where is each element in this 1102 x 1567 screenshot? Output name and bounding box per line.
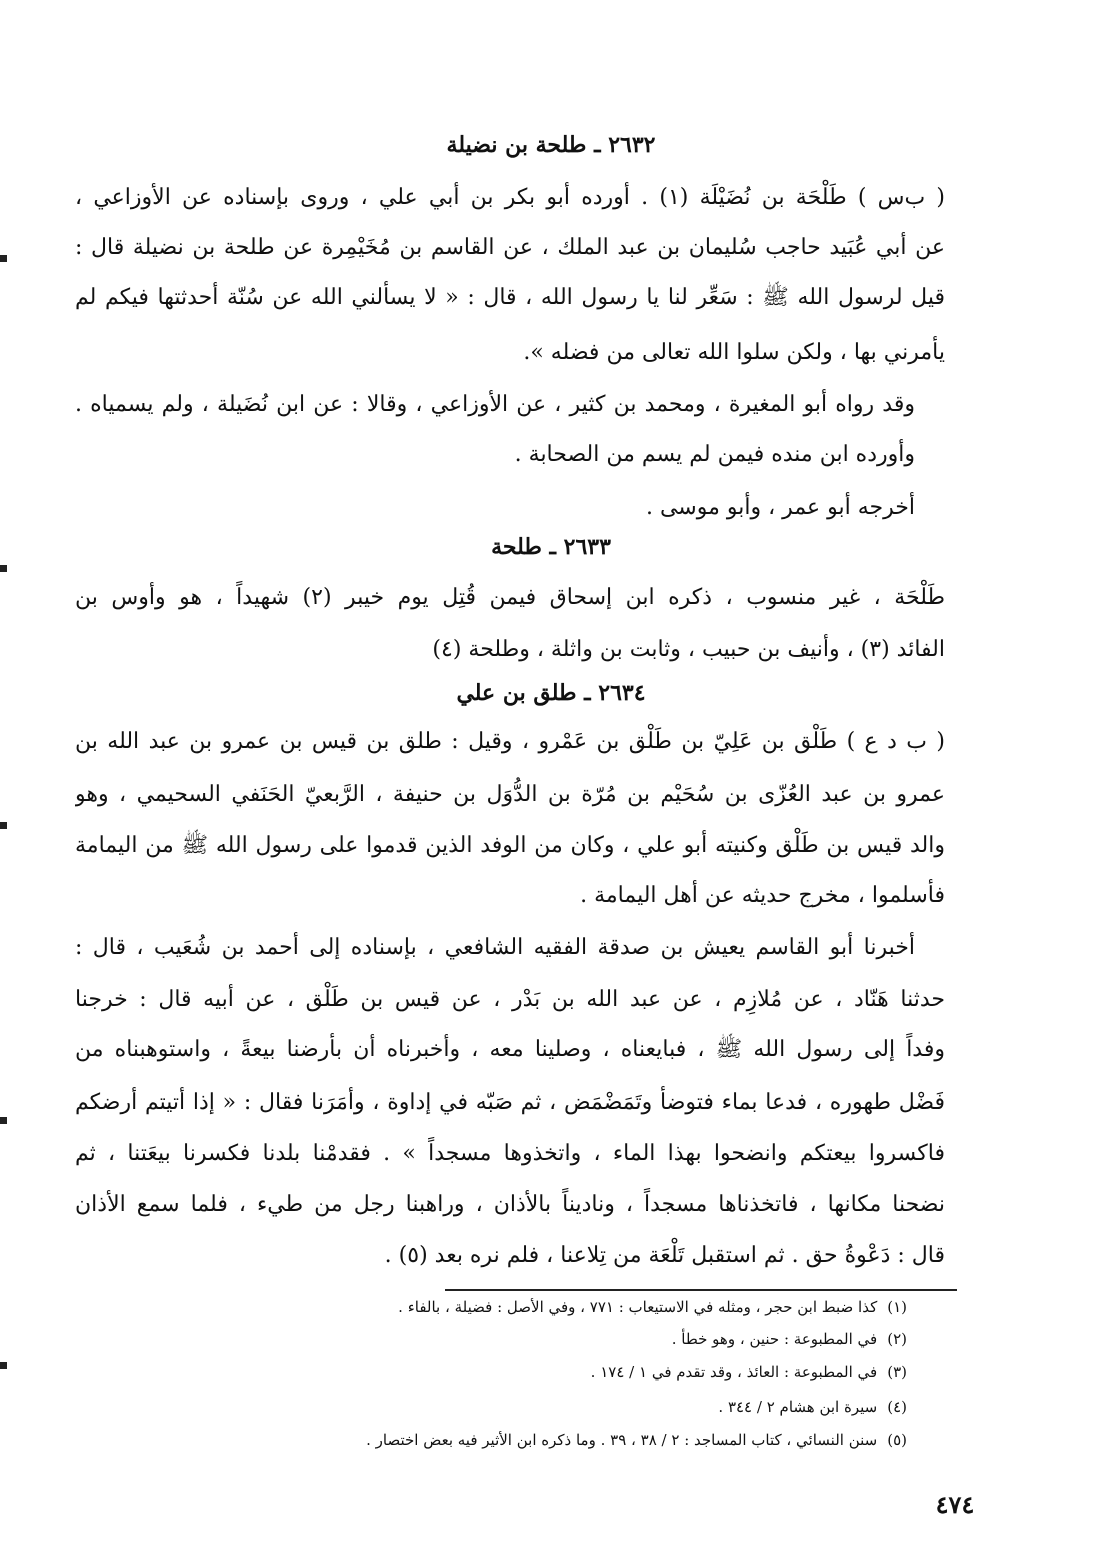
text-line: أخرجه أبو عمر ، وأبو موسى . [645,495,915,520]
footnote-rule [445,1289,957,1291]
text-line: عن أبي عُبَيد حاجب سُليمان بن عبد الملك ، عن القاسم بن مُخَيْمِرة عن طلحة بن نضيلة قال : [75,235,945,260]
footnote-number: (٢) [887,1330,907,1348]
scan-mark [0,1362,7,1369]
footnote-number: (٣) [887,1363,907,1381]
scan-mark [0,255,7,262]
entry-heading: ٢٦٣٢ ـ طلحة بن نضيلة [446,132,656,158]
footnote-text: كذا ضبط ابن حجر ، ومثله في الاستيعاب : ٧٧١ ، وفي الأصل : فضيلة ، بالفاء . [398,1298,878,1316]
text-line: يأمرني بها ، ولكن سلوا الله تعالى من فضله ». [523,340,945,365]
text-line: وقد رواه أبو المغيرة ، ومحمد بن كثير ، عن الأوزاعي ، وقالا : عن ابن نُضَيلة ، ولم يسمياه . [75,392,915,417]
text-line: والد قيس بن طَلْق وكنيته أبو علي ، وكان من الوفد الذين قدموا على رسول الله ﷺ من اليمامة [75,833,945,858]
scan-mark [0,1117,7,1124]
text-line: فأسلموا ، مخرج حديثه عن أهل اليمامة . [580,883,945,908]
entry-heading: ٢٦٣٣ ـ طلحة [491,534,611,560]
footnote-text: سيرة ابن هشام ٢ / ٣٤٤ . [718,1398,878,1416]
footnote-text: سنن النسائي ، كتاب المساجد : ٢ / ٣٨ ، ٣٩ . وما ذكره ابن الأثير فيه بعض اختصار . [366,1431,878,1449]
footnote [672,1327,907,1351]
text-line: فاكسروا بيعتكم وانضحوا بهذا الماء ، واتخذوها مسجداً » . فقدمْنا بلدنا فكسرنا بيعَتنا ، ثم [75,1141,945,1166]
text-line: فَضْل طهوره ، فدعا بماء فتوضأ وتَمَضْمَض ، ثم صَبّه في إداوة ، وأمَرَنا فقال : « إذا أتيتم أرضكم [75,1090,945,1115]
scan-mark [0,822,7,829]
text-line: أخبرنا أبو القاسم يعيش بن صدقة الفقيه الشافعي ، بإسناده إلى أحمد بن شُعَيب ، قال : [75,935,915,960]
text-line: ( ب‌س ) طَلْحَة بن نُضَيْلَة (١) . أورده أبو بكر بن أبي علي ، وروى بإسناده عن الأوزاعي ، [75,185,945,210]
page-number: ٤٧٤ [935,1490,975,1519]
text-line: قال : دَعْوةُ حق . ثم استقبل تَلْعَة من تِلاعنا ، فلم نره بعد (٥) . [384,1243,945,1268]
text-line: حدثنا هَنّاد ، عن مُلازِم ، عن عبد الله بن بَدْر ، عن قيس بن طَلْق ، عن أبيه قال : خرجنا [75,987,945,1012]
footnote [718,1395,907,1419]
scan-mark [0,565,7,572]
text-line: طَلْحَة ، غير منسوب ، ذكره ابن إسحاق فيمن قُتِل يوم خيبر (٢) شهيداً ، هو وأوس بن [75,585,945,610]
footnote-text: في المطبوعة : العائذ ، وقد تقدم في ١ / ١٧٤ . [590,1363,878,1381]
footnote-number: (٥) [887,1431,907,1449]
text-line: الفائد (٣) ، وأنيف بن حبيب ، وثابت بن واثلة ، وطلحة (٤) [432,637,945,662]
footnote-text: في المطبوعة : حنين ، وهو خطأ . [671,1330,878,1348]
entry-heading: ٢٦٣٤ ـ طلق بن علي [456,680,646,706]
text-line: نضحنا مكانها ، فاتخذناها مسجداً ، وناديناً بالأذان ، وراهبنا رجل من طيء ، فلما سمع الأذان [75,1192,945,1217]
text-line: وأورده ابن منده فيمن لم يسم من الصحابة . [514,442,915,467]
footnote [591,1360,907,1384]
text-line: قيل لرسول الله ﷺ : سَعِّر لنا يا رسول الله ، قال : « لا يسألني الله عن سُنّة أحدثتها فيكم لم [75,285,945,310]
text-line: وفداً إلى رسول الله ﷺ ، فبايعناه ، وصلينا معه ، وأخبرناه أن بأرضنا بيعةً ، واستوهبناه من [75,1037,945,1062]
footnote-number: (١) [887,1298,907,1316]
text-line: عمرو بن عبد العُزّى بن سُحَيْم بن مُرّة بن الدُّوَل بن حنيفة ، الرَّبعيّ الحَنَفي السحيمي ، وهو [75,782,945,807]
footnote [366,1428,907,1452]
footnote-number: (٤) [887,1398,907,1416]
text-line: ( ب د ع ) طَلْق بن عَلِيّ بن طَلْق بن عَمْرو ، وقيل : طلق بن قيس بن عمرو بن عبد الله بن [75,729,945,754]
footnote [398,1295,907,1319]
